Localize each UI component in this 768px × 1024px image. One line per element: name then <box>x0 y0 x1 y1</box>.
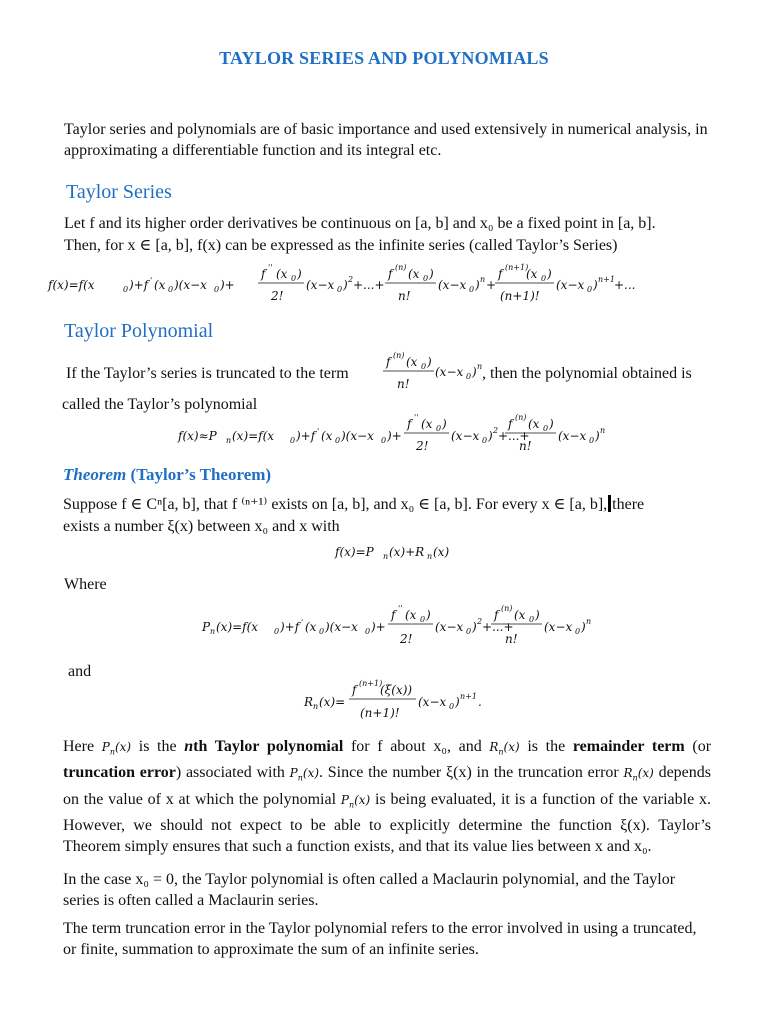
svg-text:(x−x: (x−x <box>306 278 335 292</box>
svg-text:+: + <box>486 278 497 292</box>
svg-text:)+: )+ <box>371 620 386 634</box>
svg-text:n+1: n+1 <box>598 275 615 284</box>
text-fragment: is being evaluated, it is a function of the variable x. However, we should not expect to be able to explicitly determine the function ξ(x). Taylor’s Theorem simply ensures that such a function exists, and that its value lies between x and x₀. <box>63 790 712 856</box>
svg-text:): ) <box>472 365 477 379</box>
svg-text:): ) <box>426 608 431 622</box>
svg-text:f: f <box>352 683 357 697</box>
intro-paragraph: Taylor series and polynomials are of basic importance and used extensively in numerical analysis, in approximating a differentiable function and its integral etc. <box>64 121 708 159</box>
svg-text:(n+1)!: (n+1)! <box>500 289 540 303</box>
taylor-polynomial-equation-tail <box>504 412 614 458</box>
svg-text:): ) <box>595 429 600 443</box>
svg-text:.: . <box>478 695 482 709</box>
svg-text:(x: (x <box>276 267 288 281</box>
svg-text:(x: (x <box>421 417 433 431</box>
remainder-equation <box>302 676 502 724</box>
series-text-line-1: Let f and its higher order derivatives be continuous on [a, b] and x₀ be a fixed point in [a, b]. <box>64 215 656 232</box>
svg-text:f(x)≈P: f(x)≈P <box>178 429 217 443</box>
truncation-error-term: truncation error <box>63 764 176 782</box>
theorem-text-1: Suppose f ∈ Cⁿ[a, b], that f ⁽ⁿ⁺¹⁾ exists on [a, b], and x₀ ∈ [a, b]. For every x ∈ [a, b], <box>63 496 608 513</box>
svg-text:n: n <box>427 552 433 561</box>
series-text-line-2: Then, for x ∈ [a, b], f(x) can be expressed as the infinite series (called Taylor’s Series) <box>64 237 618 254</box>
svg-text:(n): (n) <box>395 263 407 272</box>
taylor-series-equation <box>48 258 608 310</box>
svg-text:): ) <box>488 429 493 443</box>
svg-text:): ) <box>593 278 598 292</box>
svg-text:)+f: )+f <box>296 429 316 443</box>
svg-text:'': '' <box>414 413 419 422</box>
svg-text:'': '' <box>398 604 403 613</box>
svg-text:0: 0 <box>335 436 341 445</box>
svg-text:f: f <box>407 417 412 431</box>
svg-text:(n): (n) <box>393 351 405 360</box>
theorem-text-line-2: exists a number ξ(x) between x₀ and x with <box>63 518 340 535</box>
svg-text:n!: n! <box>398 289 411 303</box>
text-fragment: (or <box>692 738 712 755</box>
svg-text:2: 2 <box>477 617 483 626</box>
svg-text:(n): (n) <box>501 604 513 613</box>
svg-text:f: f <box>508 417 513 431</box>
here-text: Here <box>63 738 95 755</box>
text-cursor <box>608 495 611 512</box>
svg-text:(x: (x <box>321 429 333 443</box>
pn-x-symbol: $P_n(x)$ <box>101 740 132 757</box>
svg-text:f: f <box>388 267 393 281</box>
svg-text:n: n <box>477 362 483 371</box>
svg-text:0: 0 <box>365 627 371 636</box>
svg-text:0: 0 <box>436 424 442 433</box>
svg-text:0: 0 <box>575 627 581 636</box>
svg-text:n: n <box>383 552 389 561</box>
svg-text:)+: )+ <box>387 429 402 443</box>
svg-text:): ) <box>549 417 554 431</box>
svg-text:f: f <box>386 355 391 369</box>
taylor-polynomial-heading: Taylor Polynomial <box>64 320 214 342</box>
explanation-paragraph: Here $P_n(x)$ is the nth Taylor polynomial for f about x₀, and $R_n(x)$ is the remainder term (or truncation error) associated with $P_n(x)$. Since the number ξ(x) in the truncation error $R_n(x)$ depends on the value of x at which the polynomial $P_n(x)$ is being evaluated, it is a function of the variable x. However, we should not expect to be able to explicitly determine the function ξ(x). Taylor’s Theorem simply ensures that such a function exists, and that its value lies between x and x₀. <box>63 738 712 856</box>
svg-text:(x: (x <box>526 267 538 281</box>
svg-text:(x−x: (x−x <box>438 278 467 292</box>
svg-text:): ) <box>427 355 432 369</box>
polynomial-text-c: called the Taylor’s polynomial <box>62 396 258 413</box>
svg-text:2!: 2! <box>400 632 413 646</box>
svg-text:(x−x: (x−x <box>435 620 464 634</box>
svg-text:0: 0 <box>274 627 280 636</box>
svg-text:0: 0 <box>420 615 426 624</box>
svg-text:)+f: )+f <box>280 620 300 634</box>
svg-text:R: R <box>304 695 314 709</box>
svg-text:(x): (x) <box>433 545 450 559</box>
svg-text:(x: (x <box>514 608 526 622</box>
svg-text:+...+: +...+ <box>482 620 514 634</box>
svg-text:0: 0 <box>214 285 220 294</box>
svg-text:0: 0 <box>543 424 549 433</box>
svg-text:0: 0 <box>423 274 429 283</box>
svg-text:n+1: n+1 <box>460 692 477 701</box>
svg-text:0: 0 <box>466 372 472 381</box>
nth-taylor-polynomial-term: th Taylor polynomial <box>193 738 344 755</box>
text-fragment: . Since the number ξ(x) in the truncation error <box>319 764 619 782</box>
text-fragment: is the <box>527 738 566 755</box>
svg-text:0: 0 <box>319 627 325 636</box>
svg-text:P: P <box>202 620 211 634</box>
svg-text:(x−x: (x−x <box>451 429 480 443</box>
truncated-term-expression <box>382 350 482 396</box>
svg-text:n: n <box>586 617 592 626</box>
svg-text:n: n <box>600 426 606 435</box>
svg-text:': ' <box>317 427 320 436</box>
svg-text:(x)+R: (x)+R <box>389 545 425 559</box>
svg-text:0: 0 <box>168 285 174 294</box>
svg-text:0: 0 <box>587 285 593 294</box>
svg-text:(x)=f(x: (x)=f(x <box>232 429 275 443</box>
svg-text:': ' <box>301 618 304 627</box>
svg-text:0: 0 <box>291 274 297 283</box>
svg-text:0: 0 <box>469 285 475 294</box>
svg-text:f(x)=P: f(x)=P <box>335 545 374 559</box>
svg-text:n: n <box>226 436 232 445</box>
svg-text:n: n <box>210 627 216 636</box>
svg-text:(x)=: (x)= <box>319 695 346 709</box>
svg-text:0: 0 <box>541 274 547 283</box>
svg-text:(n+1): (n+1) <box>359 679 383 688</box>
svg-text:): ) <box>343 278 348 292</box>
svg-text:(x: (x <box>405 608 417 622</box>
pn-x-symbol: $P_n(x)$ <box>340 792 371 810</box>
text-fragment: for f about x₀, and <box>350 738 482 755</box>
theorem-heading <box>63 465 271 485</box>
svg-text:0: 0 <box>123 285 129 294</box>
svg-text:): ) <box>297 267 302 281</box>
svg-text:0: 0 <box>421 362 427 371</box>
polynomial-text-a: If the Taylor’s series is truncated to the term <box>66 365 349 382</box>
svg-text:+...+: +...+ <box>353 278 385 292</box>
taylor-series-heading: Taylor Series <box>66 181 172 203</box>
taylor-series-equation-tail <box>556 258 646 310</box>
svg-text:): ) <box>535 608 540 622</box>
svg-text:(x)=f(x: (x)=f(x <box>216 620 259 634</box>
svg-text:(x−x: (x−x <box>544 620 573 634</box>
svg-text:)(x−x: )(x−x <box>174 278 207 292</box>
svg-text:0: 0 <box>337 285 343 294</box>
svg-text:f: f <box>261 267 266 281</box>
svg-text:): ) <box>442 417 447 431</box>
svg-text:)+: )+ <box>220 278 235 292</box>
svg-text:0: 0 <box>290 436 296 445</box>
svg-text:0: 0 <box>529 615 535 624</box>
svg-text:0: 0 <box>466 627 472 636</box>
svg-text:2!: 2! <box>416 439 429 453</box>
svg-text:n: n <box>480 275 486 284</box>
taylor-theorem-equation <box>333 540 463 566</box>
svg-text:(n+1)!: (n+1)! <box>360 706 400 720</box>
svg-text:(x−x: (x−x <box>435 365 464 379</box>
svg-text:f: f <box>494 608 499 622</box>
theorem-text-line-1 <box>63 494 644 515</box>
svg-text:(x: (x <box>305 620 317 634</box>
svg-text:+...: +... <box>614 278 636 292</box>
theorem-text-1b: there <box>612 496 645 513</box>
svg-text:0: 0 <box>449 702 455 711</box>
svg-text:n!: n! <box>505 632 518 646</box>
rn-x-symbol: $R_n(x)$ <box>623 766 654 783</box>
svg-text:n: n <box>313 702 319 711</box>
svg-text:0: 0 <box>589 436 595 445</box>
svg-text:): ) <box>547 267 552 281</box>
svg-text:): ) <box>475 278 480 292</box>
maclaurin-paragraph: In the case x₀ = 0, the Taylor polynomial is often called a Maclaurin polynomial, and the Taylor series is often called a Maclaurin series. <box>63 871 676 909</box>
svg-text:f: f <box>391 608 396 622</box>
svg-text:(n): (n) <box>515 413 527 422</box>
theorem-label: Theorem <box>63 465 127 484</box>
svg-text:': ' <box>150 276 153 285</box>
polynomial-text-b: , then the polynomial obtained is <box>482 365 692 382</box>
text-fragment: is the <box>138 738 177 755</box>
truncation-error-paragraph: The term truncation error in the Taylor polynomial refers to the error involved in using a truncated, or finite, summation to approximate the sum of an infinite series. <box>63 920 697 958</box>
svg-text:f: f <box>498 267 503 281</box>
svg-text:): ) <box>429 267 434 281</box>
svg-text:): ) <box>472 620 477 634</box>
and-label: and <box>68 663 92 680</box>
theorem-name: (Taylor’s Theorem) <box>130 465 272 484</box>
svg-text:(x−x: (x−x <box>558 429 587 443</box>
svg-text:): ) <box>581 620 586 634</box>
svg-text:'': '' <box>268 263 273 272</box>
svg-text:(ξ(x)): (ξ(x)) <box>380 683 413 697</box>
pn-x-symbol: $P_n(x)$ <box>289 766 320 783</box>
svg-text:(x: (x <box>406 355 418 369</box>
svg-text:0: 0 <box>482 436 488 445</box>
svg-text:(n+1): (n+1) <box>505 263 529 272</box>
svg-text:2: 2 <box>348 275 354 284</box>
svg-text:(x: (x <box>154 278 166 292</box>
svg-text:)+f: )+f <box>129 278 149 292</box>
text-fragment: ) associated with <box>175 764 285 782</box>
svg-text:2: 2 <box>493 426 499 435</box>
svg-text:n!: n! <box>519 439 532 453</box>
svg-text:0: 0 <box>381 436 387 445</box>
page-title: TAYLOR SERIES AND POLYNOMIALS <box>219 48 549 68</box>
text-fragment: depends on the value of x at which the polynomial <box>63 764 712 808</box>
svg-text:)(x−x: )(x−x <box>325 620 358 634</box>
remainder-term: remainder term <box>572 738 685 755</box>
svg-text:(x−x: (x−x <box>418 695 447 709</box>
where-label: Where <box>64 576 107 593</box>
svg-text:2!: 2! <box>271 289 284 303</box>
svg-text:)(x−x: )(x−x <box>341 429 374 443</box>
svg-text:): ) <box>455 695 460 709</box>
svg-text:(x: (x <box>528 417 540 431</box>
svg-text:n!: n! <box>397 377 410 391</box>
svg-text:+...+: +...+ <box>498 429 530 443</box>
svg-text:f(x)=f(x: f(x)=f(x <box>48 278 95 292</box>
svg-text:(x−x: (x−x <box>556 278 585 292</box>
rn-x-symbol: $R_n(x)$ <box>489 740 520 757</box>
svg-text:(x: (x <box>408 267 420 281</box>
nth-polynomial-equation-tail <box>490 600 590 650</box>
